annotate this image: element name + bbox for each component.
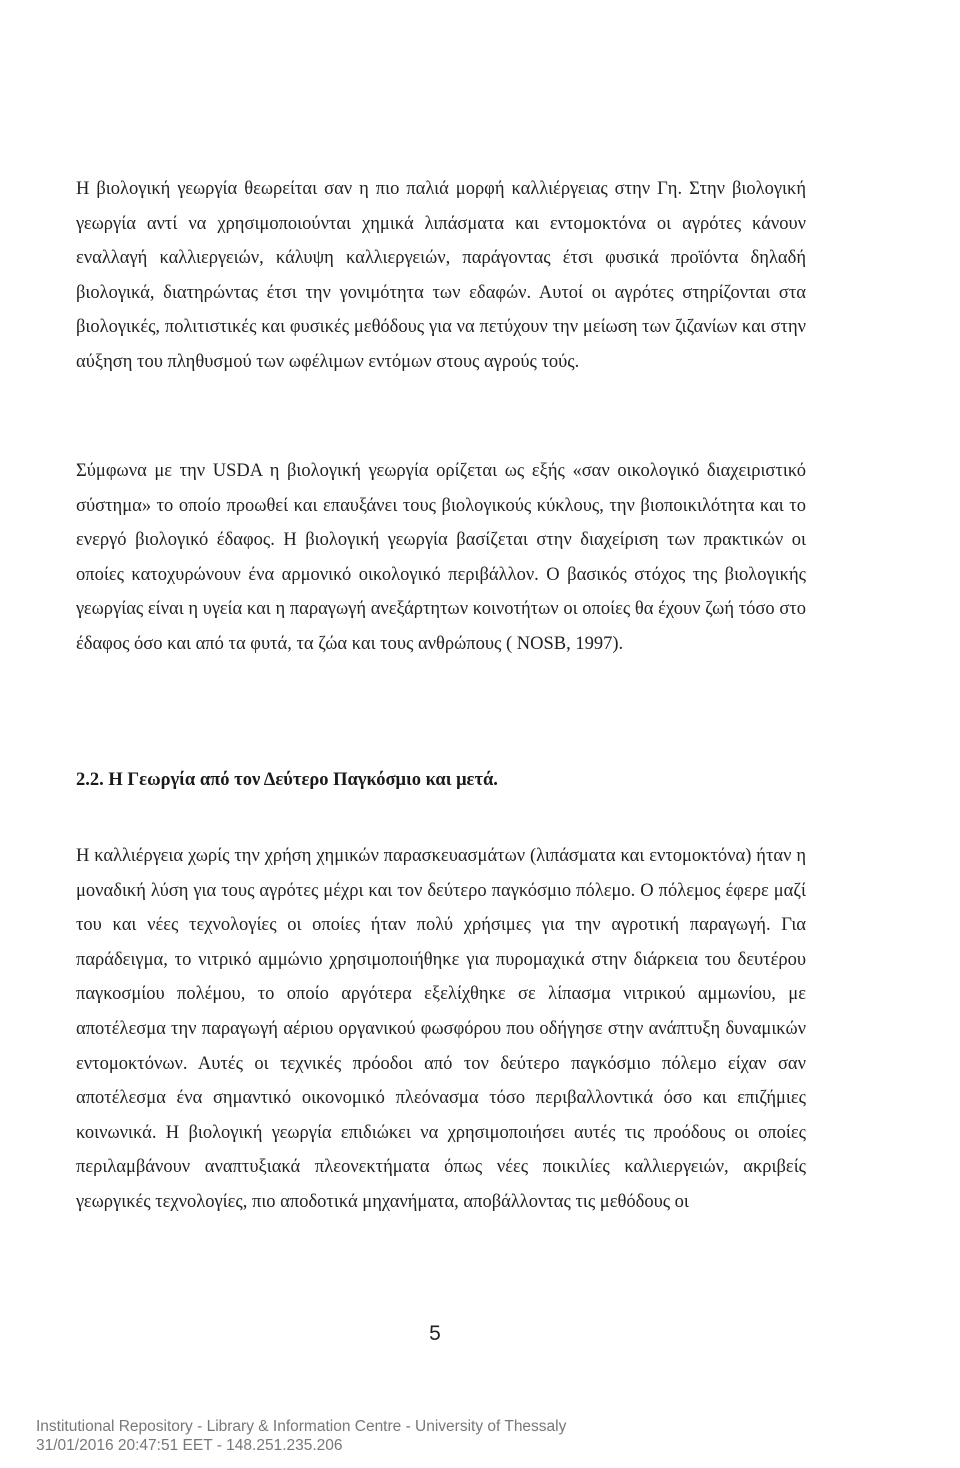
repository-footer <box>36 1417 566 1455</box>
page-number: 5 <box>429 1322 441 1345</box>
footer-access-stamp: 31/01/2016 20:47:51 EET - 148.251.235.206 <box>36 1437 343 1454</box>
section-heading: 2.2. Η Γεωργία από τον Δεύτερο Παγκόσμιο και μετά. <box>76 770 498 790</box>
paragraph-post-war-agriculture: Η καλλιέργεια χωρίς την χρήση χημικών παρασκευασμάτων (λιπάσματα και εντομοκτόνα) ήταν η μοναδική λύση για τους αγρότες μέχρι και τον δεύτερο παγκόσμιο πόλεμο. Ο πόλεμος έφερε μαζί του και νέες τεχνολογίες οι οποίες ήταν πολύ χρήσιμες για την αγροτική παραγωγή. Για παράδειγμα, το νιτρικό αμμώνιο χρησιμοποιήθηκε για πυρομαχικά στην διάρκεια του δευτέρου παγκοσμίου πολέμου, το οποίο αργότερα εξελίχθηκε σε λίπασμα νιτρικού αμμωνίου, με αποτέλεσμα την παραγωγή αέριου οργανικού φωσφόρου που οδήγησε στην ανάπτυξη δυναμικών εντομοκτόνων. Αυτές οι τεχνικές πρόοδοι από τον δεύτερο παγκόσμιο πόλεμο είχαν σαν αποτέλεσμα ένα σημαντικό οικονομικό πλεόνασμα τόσο περιβαλλοντικά όσο και επιζήμιες κοινωνικά. Η βιολογική γεωργία επιδιώκει να χρησιμοποιήσει αυτές τις προόδους οι οποίες περιλαμβάνουν αναπτυξιακά πλεονεκτήματα όπως νέες ποικιλίες καλλιεργειών, ακριβείς γεωργικές τεχνολογίες, πιο αποδοτικά μηχανήματα, αποβάλλοντας τις μεθόδους οι <box>76 846 806 1212</box>
paragraph-usda-definition: Σύμφωνα με την USDA η βιολογική γεωργία ορίζεται ως εξής «σαν οικολογικό διαχειριστικό σύστημα» το οποίο προωθεί και επαυξάνει τους βιολογικούς κύκλους, την βιοποικιλότητα και το ενεργό βιολογικό έδαφος. Η βιολογική γεωργία βασίζεται στην διαχείριση των πρακτικών οι οποίες κατοχυρώνουν ένα αρμονικό οικολογικό περιβάλλον. Ο βασικός στόχος της βιολογικής γεωργίας είναι η υγεία και η παραγωγή ανεξάρτητων κοινοτήτων οι οποίες θα έχουν ζωή τόσο στο έδαφος όσο και από τα φυτά, τα ζώα και τους ανθρώπους ( NOSB, 1997). <box>76 461 806 654</box>
footer-repository-line: Institutional Repository - Library & Information Centre - University of Thessaly <box>36 1418 567 1435</box>
paragraph-organic-farming-intro: Η βιολογική γεωργία θεωρείται σαν η πιο παλιά μορφή καλλιέργειας στην Γη. Στην βιολογική γεωργία αντί να χρησιμοποιούνται χημικά λιπάσματα και εντομοκτόνα οι αγρότες κάνουν εναλλαγή καλλιεργειών, κάλυψη καλλιεργειών, παράγοντας έτσι φυσικά προϊόντα δηλαδή βιολογικά, διατηρώντας έτσι την γονιμότητα των εδαφών. Αυτοί οι αγρότες στηρίζονται στα βιολογικές, πολιτιστικές και φυσικές μεθόδους για να πετύχουν την μείωση των ζιζανίων και στην αύξηση του πληθυσμού των ωφέλιμων εντόμων στους αγρούς τούς. <box>76 179 806 372</box>
